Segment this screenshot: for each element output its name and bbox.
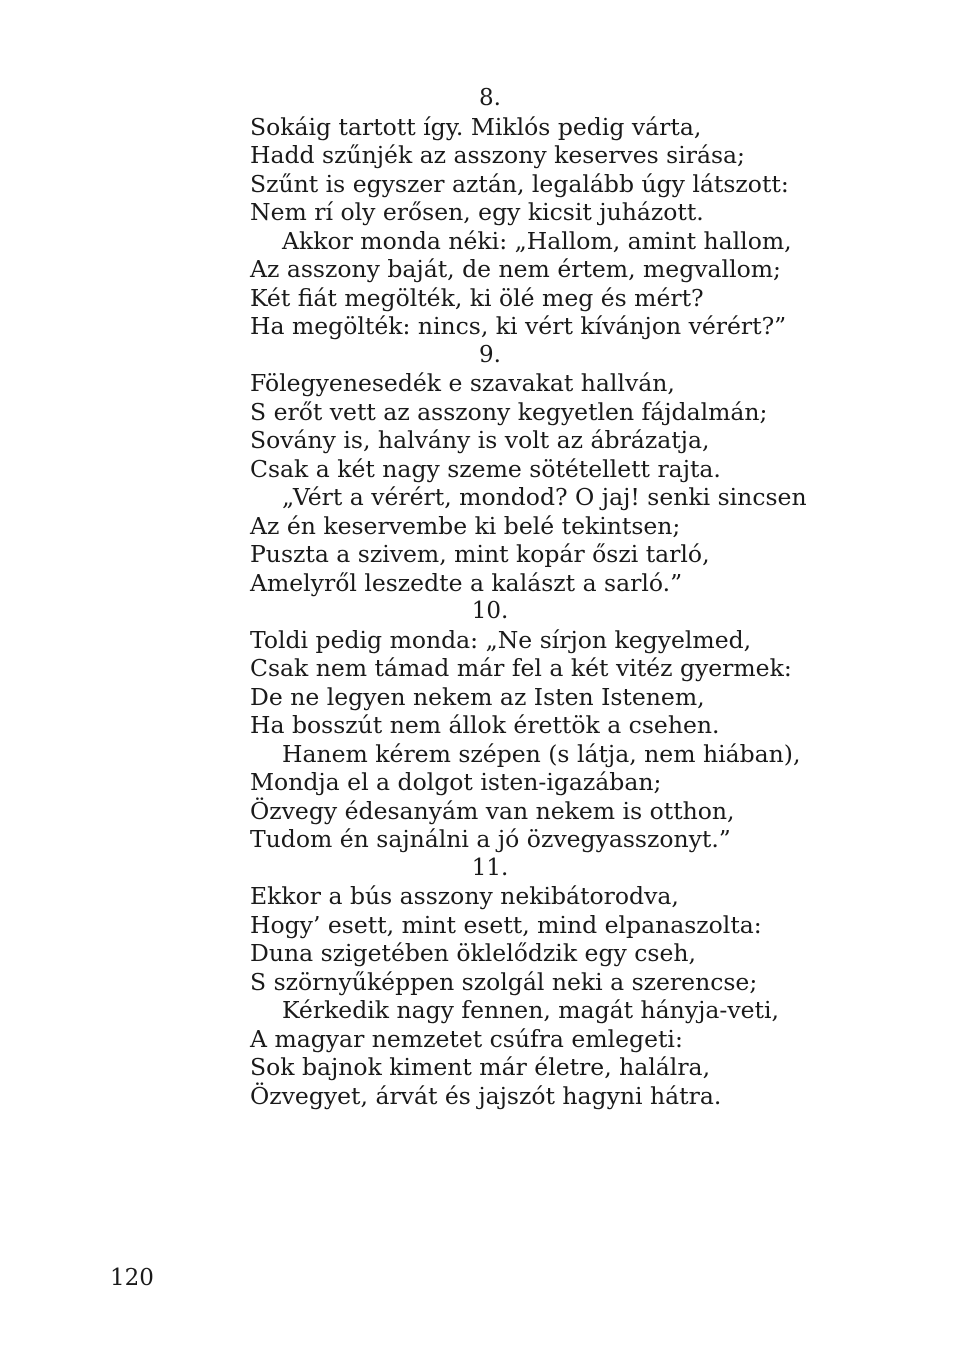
verse-line: Mondja el a dolgot isten-igazában; bbox=[250, 768, 662, 796]
stanza bbox=[250, 341, 850, 598]
stanza-number: 9. bbox=[479, 341, 501, 368]
verse-line: Hanem kérem szépen (s látja, nem hiában), bbox=[282, 739, 801, 768]
stanza bbox=[250, 84, 850, 341]
verse-line: Amelyről leszedte a kalászt a sarló.” bbox=[250, 568, 683, 597]
verse-line: Fölegyenesedék e szavakat hallván, bbox=[250, 369, 675, 397]
page-number: 120 bbox=[110, 1265, 154, 1291]
verse-line: Ekkor a bús asszony nekibátorodva, bbox=[250, 882, 679, 910]
stanza-number: 8. bbox=[479, 85, 501, 111]
verse-line: Özvegy édesanyám van nekem is otthon, bbox=[250, 796, 735, 825]
verse-line: Tudom én sajnálni a jó özvegyasszonyt.” bbox=[250, 825, 731, 853]
verse-line: Szűnt is egyszer aztán, legalább úgy látszott: bbox=[250, 169, 789, 198]
verse-line: Ha bosszút nem állok érettök a csehen. bbox=[250, 711, 720, 739]
verse-line: A magyar nemzetet csúfra emlegeti: bbox=[250, 1024, 683, 1053]
verse-line: Az én keservembe ki belé tekintsen; bbox=[250, 511, 681, 540]
verse-line: Hogy’ esett, mint esett, mind elpanaszolta: bbox=[250, 910, 762, 939]
verse-line: „Vért a vérért, mondod? O jaj! senki sincsen bbox=[282, 483, 807, 511]
verse-line: Sovány is, halvány is volt az ábrázatja, bbox=[250, 426, 710, 454]
poem-text bbox=[250, 84, 850, 1110]
verse-line: Csak a két nagy szeme sötétellett rajta. bbox=[250, 454, 721, 483]
verse-line: Hadd szűnjék az asszony keserves sirása; bbox=[250, 141, 745, 169]
stanza-number: 11. bbox=[471, 854, 509, 881]
verse-line: Puszta a szivem, mint kopár őszi tarló, bbox=[250, 540, 710, 568]
verse-line: Két fiát megölték, ki ölé meg és mért? bbox=[250, 283, 704, 312]
verse-line: S erőt vett az asszony kegyetlen fájdalmán; bbox=[250, 397, 768, 426]
verse-line: Kérkedik nagy fennen, magát hányja-veti, bbox=[282, 996, 779, 1024]
verse-line: Nem rí oly erősen, egy kicsit juházott. bbox=[250, 198, 704, 226]
verse-line: Csak nem támad már fel a két vitéz gyermek: bbox=[250, 654, 792, 682]
verse-line: Özvegyet, árvát és jajszót hagyni hátra. bbox=[250, 1081, 722, 1110]
verse-line: Toldi pedig monda: „Ne sírjon kegyelmed, bbox=[250, 625, 752, 654]
stanza-number: 10. bbox=[471, 598, 509, 624]
verse-line: Ha megölték: nincs, ki vért kívánjon vérért?” bbox=[250, 312, 787, 340]
verse-line: Duna szigetében öklelődzik egy cseh, bbox=[250, 939, 696, 967]
verse-line: De ne legyen nekem az Isten Istenem, bbox=[250, 682, 705, 711]
verse-line: Az asszony baját, de nem értem, megvallom; bbox=[250, 255, 781, 283]
verse-line: Akkor monda néki: „Hallom, amint hallom, bbox=[282, 226, 792, 255]
verse-line: S szörnyűképpen szolgál neki a szerencse; bbox=[250, 967, 758, 996]
verse-line: Sokáig tartott így. Miklós pedig várta, bbox=[250, 112, 702, 141]
verse-line: Sok bajnok kiment már életre, halálra, bbox=[250, 1053, 711, 1081]
stanza bbox=[250, 854, 850, 1111]
stanza bbox=[250, 597, 850, 854]
